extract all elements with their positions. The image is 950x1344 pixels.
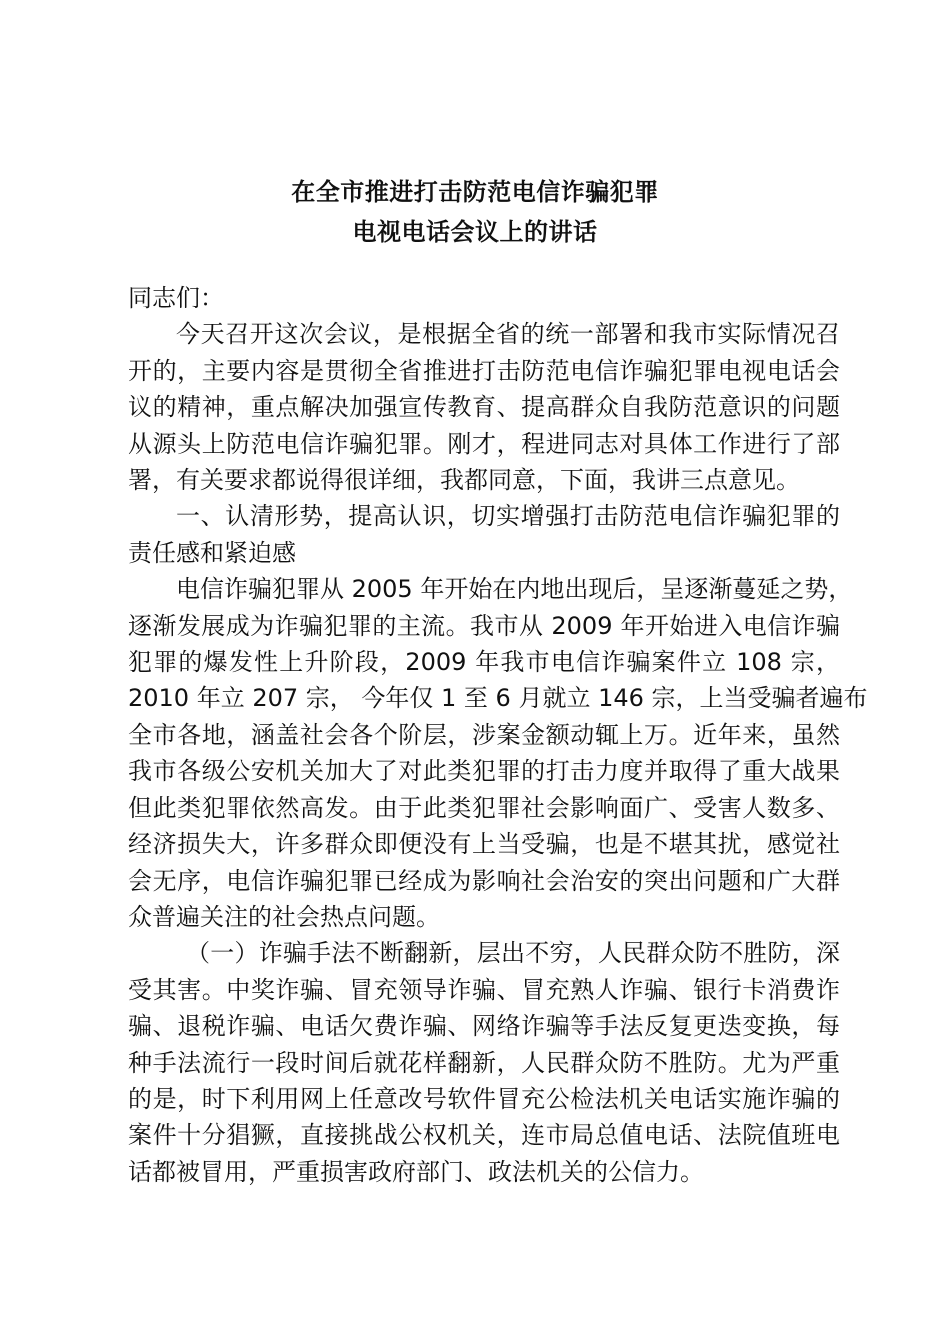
document-title	[0, 172, 950, 252]
paragraph-line: 电信诈骗犯罪从 2005 年开始在内地出现后，呈逐渐蔓延之势，	[176, 575, 853, 604]
title-line-2: 电视电话会议上的讲话	[352, 218, 598, 246]
paragraph-line: 种手法流行一段时间后就花样翻新，人民群众防不胜防。尤为严重	[128, 1048, 840, 1077]
paragraph-line: 开的，主要内容是贯彻全省推进打击防范电信诈骗犯罪电视电话会	[128, 356, 840, 385]
paragraph-line: 署，有关要求都说得很详细，我都同意，下面，我讲三点意见。	[128, 466, 800, 495]
paragraph-situation	[128, 571, 868, 935]
section-heading-1	[128, 498, 840, 571]
paragraph-line: 议的精神，重点解决加强宣传教育、提高群众自我防范意识的问题	[128, 393, 840, 422]
paragraph-line: 从源头上防范电信诈骗犯罪。刚才，程进同志对具体工作进行了部	[128, 429, 840, 458]
subsection-1	[128, 935, 840, 1190]
paragraph-line: 话都被冒用，严重损害政府部门、政法机关的公信力。	[128, 1157, 704, 1186]
document-body	[128, 280, 868, 1190]
paragraph-line: 案件十分猖獗，直接挑战公权机关，连市局总值电话、法院值班电	[128, 1121, 840, 1150]
paragraph-line: 经济损失大，许多群众即便没有上当受骗，也是不堪其扰，感觉社	[128, 830, 840, 859]
salutation: 同志们：	[128, 284, 224, 312]
paragraph-line: （一）诈骗手法不断翻新，层出不穷，人民群众防不胜防，深	[186, 939, 840, 968]
paragraph-line: 责任感和紧迫感	[128, 538, 296, 567]
paragraph-line: 我市各级公安机关加大了对此类犯罪的打击力度并取得了重大战果	[128, 757, 840, 786]
paragraph-line: 众普遍关注的社会热点问题。	[128, 902, 440, 931]
paragraph-opening	[128, 316, 840, 498]
paragraph-line: 一、认清形势，提高认识，切实增强打击防范电信诈骗犯罪的	[176, 502, 840, 531]
title-line-1: 在全市推进打击防范电信诈骗犯罪	[291, 178, 659, 206]
paragraph-line: 但此类犯罪依然高发。由于此类犯罪社会影响面广、受害人数多、	[128, 793, 840, 822]
paragraph-line: 2010 年立 207 宗， 今年仅 1 至 6 月就立 146 宗，上当受骗者遍布	[128, 684, 868, 713]
paragraph-line: 犯罪的爆发性上升阶段，2009 年我市电信诈骗案件立 108 宗，	[128, 648, 840, 677]
paragraph-line: 逐渐发展成为诈骗犯罪的主流。我市从 2009 年开始进入电信诈骗	[128, 611, 840, 640]
paragraph-line: 今天召开这次会议，是根据全省的统一部署和我市实际情况召	[176, 320, 840, 349]
paragraph-line: 的是，时下利用网上任意改号软件冒充公检法机关电话实施诈骗的	[128, 1084, 840, 1113]
paragraph-line: 骗、退税诈骗、电话欠费诈骗、网络诈骗等手法反复更迭变换，每	[128, 1012, 840, 1041]
paragraph-line: 会无序，电信诈骗犯罪已经成为影响社会治安的突出问题和广大群	[128, 866, 840, 895]
paragraph-line: 受其害。中奖诈骗、冒充领导诈骗、冒充熟人诈骗、银行卡消费诈	[128, 975, 840, 1004]
paragraph-line: 全市各地，涵盖社会各个阶层，涉案金额动辄上万。近年来，虽然	[128, 720, 840, 749]
